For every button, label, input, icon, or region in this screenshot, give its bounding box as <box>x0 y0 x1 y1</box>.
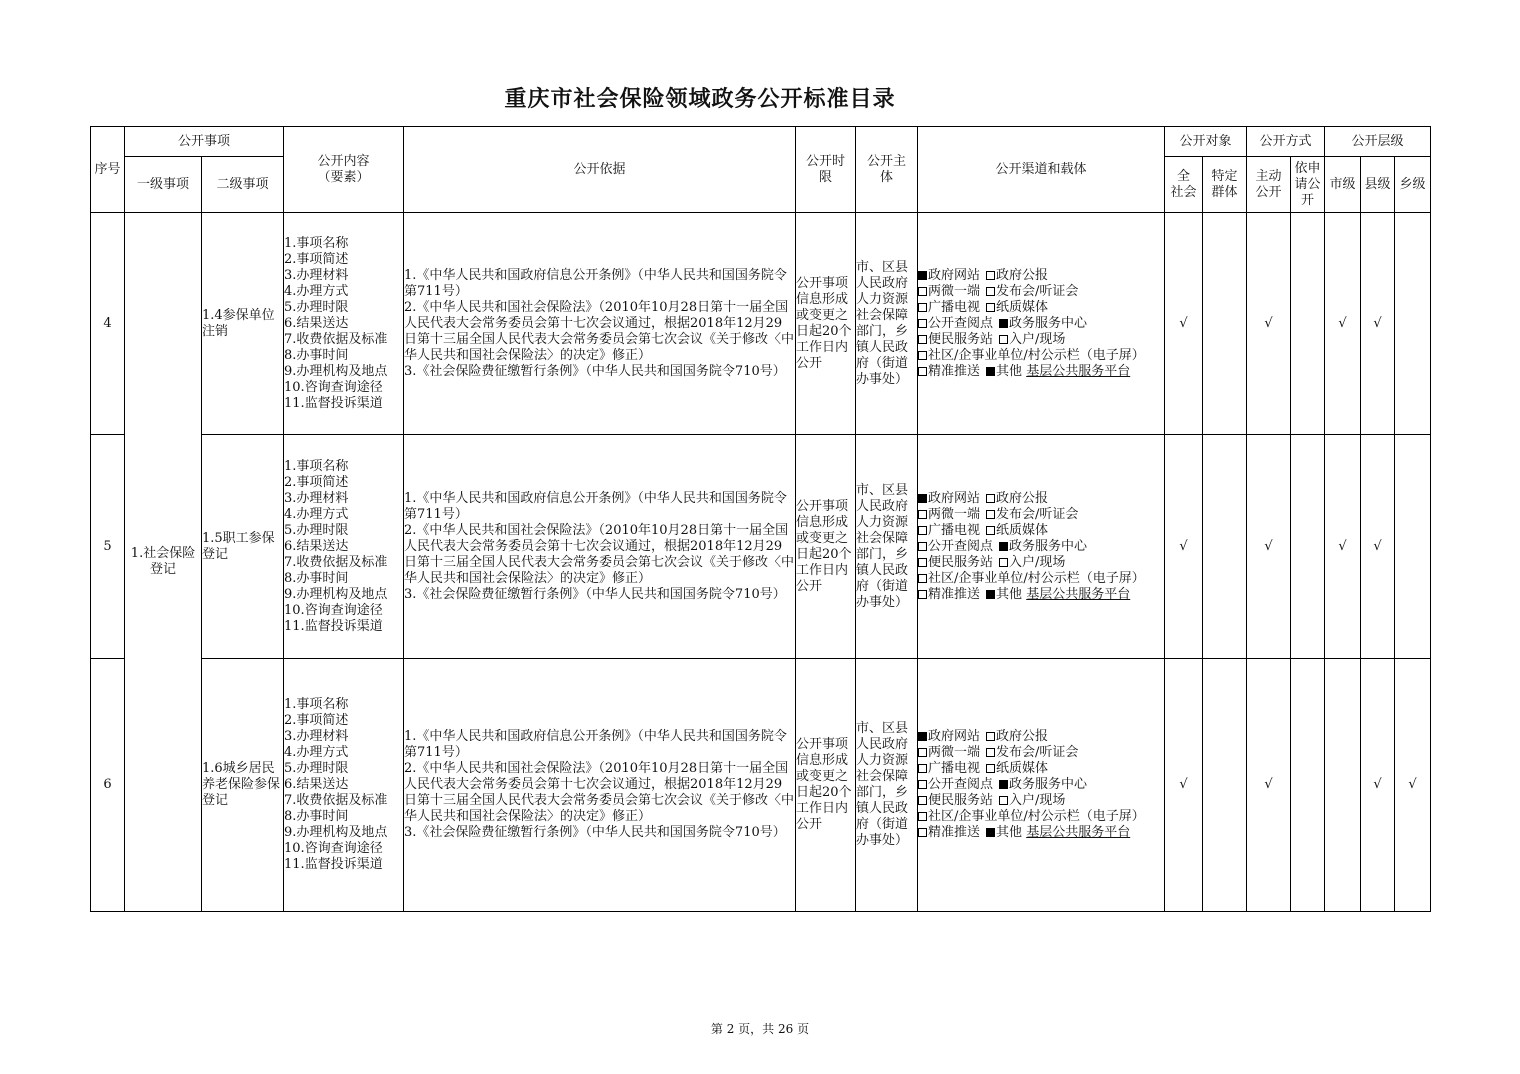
channel-label: 发布会/听证会 <box>996 506 1079 522</box>
channel-option <box>918 777 993 793</box>
subject-cell: 市、区县人民政府人力资源社会保障部门，乡镇人民政府（街道办事处） <box>856 213 918 435</box>
content-item: 8.办事时间 <box>284 570 349 586</box>
channel-option <box>918 268 980 284</box>
channel-row <box>918 745 1164 761</box>
channel-option <box>918 539 993 555</box>
channel-option <box>986 300 1048 316</box>
channel-label: 广播电视 <box>928 522 981 538</box>
channel-row <box>918 491 1164 507</box>
unchecked-box-icon <box>918 748 927 757</box>
header-item-group: 公开事项 <box>125 127 284 157</box>
level-city-mark: √ <box>1325 435 1361 659</box>
standards-table <box>90 126 1431 912</box>
channel-row <box>918 539 1164 555</box>
channel-row <box>918 587 1164 603</box>
unchecked-box-icon <box>918 526 927 535</box>
channel-extra: 基层公共服务平台 <box>1026 825 1131 840</box>
channel-label: 入户/现场 <box>1009 554 1066 570</box>
channel-option <box>918 729 980 745</box>
header-method-request: 依申 请公 开 <box>1291 157 1325 213</box>
header-seq: 序号 <box>91 127 125 213</box>
channel-row <box>918 761 1164 777</box>
channel-option <box>918 809 1145 825</box>
header-channels: 公开渠道和载体 <box>918 127 1165 213</box>
level-county-mark: √ <box>1361 435 1395 659</box>
level2-item: 1.4参保单位注销 <box>202 213 284 435</box>
content-item: 10.咨询查询途径 <box>284 602 383 618</box>
channel-option <box>986 729 1048 745</box>
channel-option <box>918 364 980 380</box>
unchecked-box-icon <box>999 796 1008 805</box>
table-row <box>91 435 1431 659</box>
channel-option <box>999 316 1087 332</box>
header-level-city: 市级 <box>1325 157 1361 213</box>
channel-extra: 基层公共服务平台 <box>1026 363 1131 379</box>
channel-row <box>918 284 1164 300</box>
channel-extra: 基层公共服务平台 <box>1026 586 1131 602</box>
basis-paragraph: 1.《中华人民共和国政府信息公开条例》（中华人民共和国国务院令第711号） <box>404 267 787 299</box>
row-seq: 4 <box>91 213 125 435</box>
unchecked-box-icon <box>918 542 927 551</box>
channel-option <box>918 825 980 841</box>
content-item: 2.事项简述 <box>284 713 349 728</box>
channel-label: 其他 <box>996 363 1023 379</box>
level-county-mark: √ <box>1361 659 1395 912</box>
channel-label: 纸质媒体 <box>996 761 1049 776</box>
content-item: 1.事项名称 <box>284 458 349 474</box>
content-list <box>284 236 403 412</box>
channel-option <box>986 284 1078 300</box>
channel-label: 政务服务中心 <box>1009 538 1088 554</box>
level-town-mark: √ <box>1395 659 1431 912</box>
channel-option <box>986 761 1048 777</box>
time-limit-cell: 公开事项信息形成或变更之日起20个工作日内公开 <box>796 435 856 659</box>
channel-label: 政府网站 <box>928 267 981 283</box>
content-item: 7.收费依据及标准 <box>284 554 388 570</box>
channel-option <box>918 348 1145 364</box>
channel-row <box>918 523 1164 539</box>
header-level-group: 公开层级 <box>1325 127 1431 157</box>
unchecked-box-icon <box>986 764 995 773</box>
table-row <box>91 659 1431 912</box>
channel-label: 两微一端 <box>928 506 981 522</box>
channel-row <box>918 729 1164 745</box>
channel-label: 政府公报 <box>996 490 1049 506</box>
header-subject: 公开主 体 <box>856 127 918 213</box>
channel-label: 入户/现场 <box>1009 331 1066 347</box>
unchecked-box-icon <box>918 287 927 296</box>
channels-cell <box>918 435 1165 659</box>
unchecked-box-icon <box>918 796 927 805</box>
channel-label: 公开查阅点 <box>928 538 994 554</box>
content-item: 1.事项名称 <box>284 235 349 251</box>
unchecked-box-icon <box>918 812 927 821</box>
content-item: 3.办理材料 <box>284 490 349 506</box>
channel-label: 发布会/听证会 <box>996 283 1079 299</box>
method-active-mark: √ <box>1247 213 1291 435</box>
method-active-mark: √ <box>1247 435 1291 659</box>
content-item: 4.办理方式 <box>284 283 349 299</box>
channel-label: 公开查阅点 <box>928 777 994 792</box>
subject-cell: 市、区县人民政府人力资源社会保障部门，乡镇人民政府（街道办事处） <box>856 435 918 659</box>
checked-box-icon <box>999 319 1008 328</box>
basis-paragraph: 2.《中华人民共和国社会保险法》（2010年10月28日第十一届全国人民代表大会常务委员会第十七次会议通过，根据2018年12月29日第十三届全国人民代表大会常务委员会第七次会议《关于修改〈中华人民共和国社会保险法〉的决定》修正） <box>404 522 795 586</box>
channel-option <box>918 300 980 316</box>
content-item: 5.办理时限 <box>284 761 349 776</box>
content-list <box>284 697 403 873</box>
content-item: 9.办理机构及地点 <box>284 586 388 602</box>
unchecked-box-icon <box>986 494 995 503</box>
channel-option <box>986 825 1130 841</box>
channel-label: 纸质媒体 <box>996 299 1049 315</box>
channel-option <box>986 507 1078 523</box>
channels-cell <box>918 659 1165 912</box>
unchecked-box-icon <box>918 764 927 773</box>
content-item: 6.结果送达 <box>284 777 349 792</box>
header-level1: 一级事项 <box>125 157 202 213</box>
unchecked-box-icon <box>986 510 995 519</box>
channel-label: 便民服务站 <box>928 554 994 570</box>
unchecked-box-icon <box>986 303 995 312</box>
checked-box-icon <box>986 590 995 599</box>
content-item: 10.咨询查询途径 <box>284 379 383 395</box>
channel-row <box>918 507 1164 523</box>
checked-box-icon <box>918 271 927 280</box>
channel-row <box>918 777 1164 793</box>
channel-row <box>918 809 1164 825</box>
channel-label: 入户/现场 <box>1009 793 1066 808</box>
channel-option <box>918 491 980 507</box>
channel-label: 广播电视 <box>928 299 981 315</box>
time-limit-cell: 公开事项信息形成或变更之日起20个工作日内公开 <box>796 659 856 912</box>
unchecked-box-icon <box>986 287 995 296</box>
content-item: 11.监督投诉渠道 <box>284 618 383 634</box>
unchecked-box-icon <box>986 748 995 757</box>
channel-option <box>999 777 1087 793</box>
channel-row <box>918 332 1164 348</box>
channel-option <box>918 523 980 539</box>
channel-label: 政府网站 <box>928 729 981 744</box>
content-item: 4.办理方式 <box>284 506 349 522</box>
header-level-town: 乡级 <box>1395 157 1431 213</box>
unchecked-box-icon <box>918 510 927 519</box>
method-request-mark <box>1291 659 1325 912</box>
checked-box-icon <box>918 732 927 741</box>
row-seq: 5 <box>91 435 125 659</box>
unchecked-box-icon <box>918 780 927 789</box>
channel-option <box>918 761 980 777</box>
basis-cell <box>404 659 796 912</box>
content-item: 6.结果送达 <box>284 538 349 554</box>
content-item: 5.办理时限 <box>284 299 349 315</box>
channel-label: 精准推送 <box>928 363 981 379</box>
content-item: 7.收费依据及标准 <box>284 331 388 347</box>
unchecked-box-icon <box>918 558 927 567</box>
channel-label: 便民服务站 <box>928 331 994 347</box>
channel-option <box>999 539 1087 555</box>
channel-option <box>918 745 980 761</box>
content-item: 11.监督投诉渠道 <box>284 395 383 411</box>
basis-cell <box>404 213 796 435</box>
channel-option <box>999 793 1065 809</box>
unchecked-box-icon <box>918 335 927 344</box>
channels-cell <box>918 213 1165 435</box>
basis-paragraph: 2.《中华人民共和国社会保险法》（2010年10月28日第十一届全国人民代表大会常务委员会第十七次会议通过，根据2018年12月29日第十三届全国人民代表大会常务委员会第七次会议《关于修改〈中华人民共和国社会保险法〉的决定》修正） <box>404 761 795 824</box>
channel-label: 精准推送 <box>928 825 981 840</box>
basis-paragraph: 1.《中华人民共和国政府信息公开条例》（中华人民共和国国务院令第711号） <box>404 490 787 522</box>
channel-row <box>918 555 1164 571</box>
checked-box-icon <box>986 828 995 837</box>
channel-option <box>918 284 980 300</box>
unchecked-box-icon <box>986 732 995 741</box>
checked-box-icon <box>999 542 1008 551</box>
channel-row <box>918 268 1164 284</box>
channel-label: 政务服务中心 <box>1009 315 1088 331</box>
level-city-mark: √ <box>1325 213 1361 435</box>
level-county-mark: √ <box>1361 213 1395 435</box>
channel-row <box>918 825 1164 841</box>
level-town-mark <box>1395 213 1431 435</box>
content-item: 6.结果送达 <box>284 315 349 331</box>
content-item: 9.办理机构及地点 <box>284 363 388 379</box>
content-item: 8.办事时间 <box>284 809 349 824</box>
checked-box-icon <box>999 780 1008 789</box>
channel-option <box>918 507 980 523</box>
content-item: 10.咨询查询途径 <box>284 841 383 856</box>
channel-option <box>918 571 1145 587</box>
header-level2: 二级事项 <box>202 157 284 213</box>
channel-label: 两微一端 <box>928 745 981 760</box>
subject-cell: 市、区县人民政府人力资源社会保障部门，乡镇人民政府（街道办事处） <box>856 659 918 912</box>
target-specific-mark <box>1203 435 1247 659</box>
header-target-group: 公开对象 <box>1165 127 1247 157</box>
unchecked-box-icon <box>918 303 927 312</box>
basis-paragraph: 3.《社会保险费征缴暂行条例》（中华人民共和国国务院令710号） <box>404 586 786 602</box>
header-level-county: 县级 <box>1361 157 1395 213</box>
content-item: 4.办理方式 <box>284 745 349 760</box>
channel-label: 精准推送 <box>928 586 981 602</box>
method-active-mark: √ <box>1247 659 1291 912</box>
header-method-group: 公开方式 <box>1247 127 1325 157</box>
checked-box-icon <box>918 494 927 503</box>
level-city-mark <box>1325 659 1361 912</box>
unchecked-box-icon <box>986 271 995 280</box>
channel-label: 便民服务站 <box>928 793 994 808</box>
channel-option <box>986 268 1048 284</box>
level2-item: 1.6城乡居民养老保险参保登记 <box>202 659 284 912</box>
level2-item: 1.5职工参保登记 <box>202 435 284 659</box>
level-town-mark <box>1395 435 1431 659</box>
unchecked-box-icon <box>999 558 1008 567</box>
row-seq: 6 <box>91 659 125 912</box>
unchecked-box-icon <box>986 526 995 535</box>
channel-option <box>986 523 1048 539</box>
channel-label: 发布会/听证会 <box>996 745 1079 760</box>
header-target-specific: 特定 群体 <box>1203 157 1247 213</box>
channel-label: 政府网站 <box>928 490 981 506</box>
channel-option <box>999 332 1065 348</box>
document-title: 重庆市社会保险领域政务公开标准目录 <box>504 86 896 112</box>
header-basis: 公开依据 <box>404 127 796 213</box>
unchecked-box-icon <box>918 319 927 328</box>
channel-label: 广播电视 <box>928 761 981 776</box>
unchecked-box-icon <box>918 351 927 360</box>
header-method-active: 主动 公开 <box>1247 157 1291 213</box>
method-request-mark <box>1291 435 1325 659</box>
channel-label: 政府公报 <box>996 729 1049 744</box>
content-item: 3.办理材料 <box>284 729 349 744</box>
target-specific-mark <box>1203 659 1247 912</box>
unchecked-box-icon <box>918 367 927 376</box>
method-request-mark <box>1291 213 1325 435</box>
target-all-mark: √ <box>1165 435 1203 659</box>
channel-label: 社区/企事业单位/村公示栏（电子屏） <box>928 809 1145 824</box>
checked-box-icon <box>986 367 995 376</box>
channel-label: 纸质媒体 <box>996 522 1049 538</box>
unchecked-box-icon <box>918 574 927 583</box>
channel-row <box>918 793 1164 809</box>
level1-item: 1.社会保险 登记 <box>125 213 202 912</box>
content-item: 7.收费依据及标准 <box>284 793 388 808</box>
channel-option <box>918 316 993 332</box>
content-item: 5.办理时限 <box>284 522 349 538</box>
channel-label: 其他 <box>996 825 1023 840</box>
channel-row <box>918 348 1164 364</box>
channel-option <box>986 364 1130 380</box>
channel-option <box>986 745 1078 761</box>
content-item: 11.监督投诉渠道 <box>284 857 383 872</box>
channel-option <box>986 587 1130 603</box>
channel-option <box>918 793 993 809</box>
unchecked-box-icon <box>918 828 927 837</box>
basis-paragraph: 1.《中华人民共和国政府信息公开条例》（中华人民共和国国务院令第711号） <box>404 729 787 760</box>
channel-option <box>999 555 1065 571</box>
channel-row <box>918 571 1164 587</box>
target-specific-mark <box>1203 213 1247 435</box>
target-all-mark: √ <box>1165 213 1203 435</box>
content-list <box>284 459 403 635</box>
content-item: 2.事项简述 <box>284 251 349 267</box>
header-content: 公开内容 （要素） <box>284 127 404 213</box>
basis-cell <box>404 435 796 659</box>
channel-option <box>918 555 993 571</box>
channel-option <box>918 587 980 603</box>
channel-label: 公开查阅点 <box>928 315 994 331</box>
channel-label: 社区/企事业单位/村公示栏（电子屏） <box>928 570 1145 586</box>
channel-label: 其他 <box>996 586 1023 602</box>
content-item: 1.事项名称 <box>284 697 349 712</box>
header-target-all: 全 社会 <box>1165 157 1203 213</box>
content-item: 2.事项简述 <box>284 474 349 490</box>
time-limit-cell: 公开事项信息形成或变更之日起20个工作日内公开 <box>796 213 856 435</box>
table-row <box>91 213 1431 435</box>
channel-row <box>918 316 1164 332</box>
content-item: 9.办理机构及地点 <box>284 825 388 840</box>
channel-label: 政府公报 <box>996 267 1049 283</box>
content-item: 3.办理材料 <box>284 267 349 283</box>
channel-row <box>918 300 1164 316</box>
unchecked-box-icon <box>999 335 1008 344</box>
basis-paragraph: 2.《中华人民共和国社会保险法》（2010年10月28日第十一届全国人民代表大会常务委员会第十七次会议通过，根据2018年12月29日第十三届全国人民代表大会常务委员会第七次会议《关于修改〈中华人民共和国社会保险法〉的决定》修正） <box>404 299 795 363</box>
content-item: 8.办事时间 <box>284 347 349 363</box>
unchecked-box-icon <box>918 590 927 599</box>
header-time-limit: 公开时 限 <box>796 127 856 213</box>
channel-option <box>918 332 993 348</box>
channel-label: 社区/企事业单位/村公示栏（电子屏） <box>928 347 1145 363</box>
channel-option <box>986 491 1048 507</box>
basis-paragraph: 3.《社会保险费征缴暂行条例》（中华人民共和国国务院令710号） <box>404 363 786 379</box>
channel-label: 政务服务中心 <box>1009 777 1088 792</box>
target-all-mark: √ <box>1165 659 1203 912</box>
basis-paragraph: 3.《社会保险费征缴暂行条例》（中华人民共和国国务院令710号） <box>404 825 786 840</box>
page-footer: 第 2 页，共 26 页 <box>710 1022 810 1036</box>
channel-label: 两微一端 <box>928 283 981 299</box>
channel-row <box>918 364 1164 380</box>
